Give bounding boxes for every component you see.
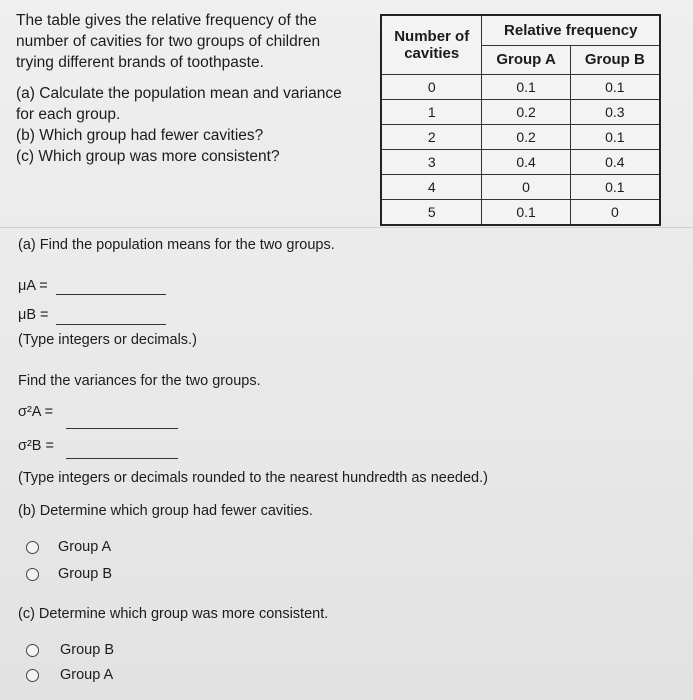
cell-group-b: 0.1 (570, 75, 660, 100)
option-label: Group B (58, 566, 112, 582)
radio-c-group-b[interactable] (26, 644, 39, 657)
sigma-b-answer-field[interactable] (66, 458, 178, 459)
table-row (381, 200, 660, 226)
radio-b-group-a[interactable] (26, 541, 39, 554)
table-row (381, 150, 660, 175)
problem-intro (16, 10, 366, 167)
cavities-header-line2: cavities (404, 45, 460, 62)
sigma-a-label: σ²A = (18, 404, 54, 420)
sigma-a-answer-field[interactable] (66, 428, 178, 429)
intro-line: number of cavities for two groups of children (16, 33, 321, 50)
table-row (381, 75, 660, 100)
cell-group-a: 0.1 (482, 75, 570, 100)
option-label: Group A (58, 539, 112, 555)
radio-c-group-a[interactable] (26, 669, 39, 682)
mu-a-label: μA = (18, 278, 48, 294)
group-b-header: Group B (570, 45, 660, 74)
cavities-header (381, 15, 482, 75)
type-note-1: (Type integers or decimals.) (18, 332, 197, 348)
cell-group-a: 0.2 (482, 100, 570, 125)
cell-cavities: 5 (381, 200, 482, 226)
cell-cavities: 0 (381, 75, 482, 100)
option-label: Group A (60, 667, 114, 683)
part-a-heading: (a) Find the population means for the two groups. (18, 237, 335, 253)
mu-b-answer-field[interactable] (56, 324, 166, 325)
mu-b-label: μB = (18, 307, 49, 323)
part-c-heading: (c) Determine which group was more consistent. (18, 606, 329, 622)
section-divider (0, 227, 693, 228)
question-a: (a) Calculate the population mean and variance (16, 85, 342, 102)
question-a-cont: for each group. (16, 106, 121, 123)
table-row (381, 100, 660, 125)
cavities-header-line1: Number of (394, 28, 470, 45)
cell-group-a: 0.4 (482, 150, 570, 175)
cell-group-a: 0 (482, 175, 570, 200)
cell-group-a: 0.1 (482, 200, 570, 226)
cell-cavities: 2 (381, 125, 482, 150)
frequency-table (380, 14, 661, 226)
option-label: Group B (60, 642, 114, 658)
intro-line: The table gives the relative frequency of the (16, 12, 317, 29)
intro-line: trying different brands of toothpaste. (16, 54, 264, 71)
cell-group-b: 0.4 (570, 150, 660, 175)
table-row (381, 175, 660, 200)
cell-group-b: 0 (570, 200, 660, 226)
part-b-heading: (b) Determine which group had fewer cavities. (18, 503, 313, 519)
question-c: (c) Which group was more consistent? (16, 148, 280, 165)
cell-group-b: 0.3 (570, 100, 660, 125)
sigma-b-label: σ²B = (18, 438, 54, 454)
cell-cavities: 1 (381, 100, 482, 125)
type-note-2: (Type integers or decimals rounded to the nearest hundredth as needed.) (18, 470, 488, 486)
cell-cavities: 3 (381, 150, 482, 175)
mu-a-answer-field[interactable] (56, 294, 166, 295)
variance-heading: Find the variances for the two groups. (18, 373, 261, 389)
relative-frequency-header: Relative frequency (482, 15, 660, 45)
radio-b-group-b[interactable] (26, 568, 39, 581)
cell-group-a: 0.2 (482, 125, 570, 150)
cell-cavities: 4 (381, 175, 482, 200)
group-a-header: Group A (482, 45, 570, 74)
table-row (381, 125, 660, 150)
cell-group-b: 0.1 (570, 175, 660, 200)
cell-group-b: 0.1 (570, 125, 660, 150)
question-b: (b) Which group had fewer cavities? (16, 127, 264, 144)
